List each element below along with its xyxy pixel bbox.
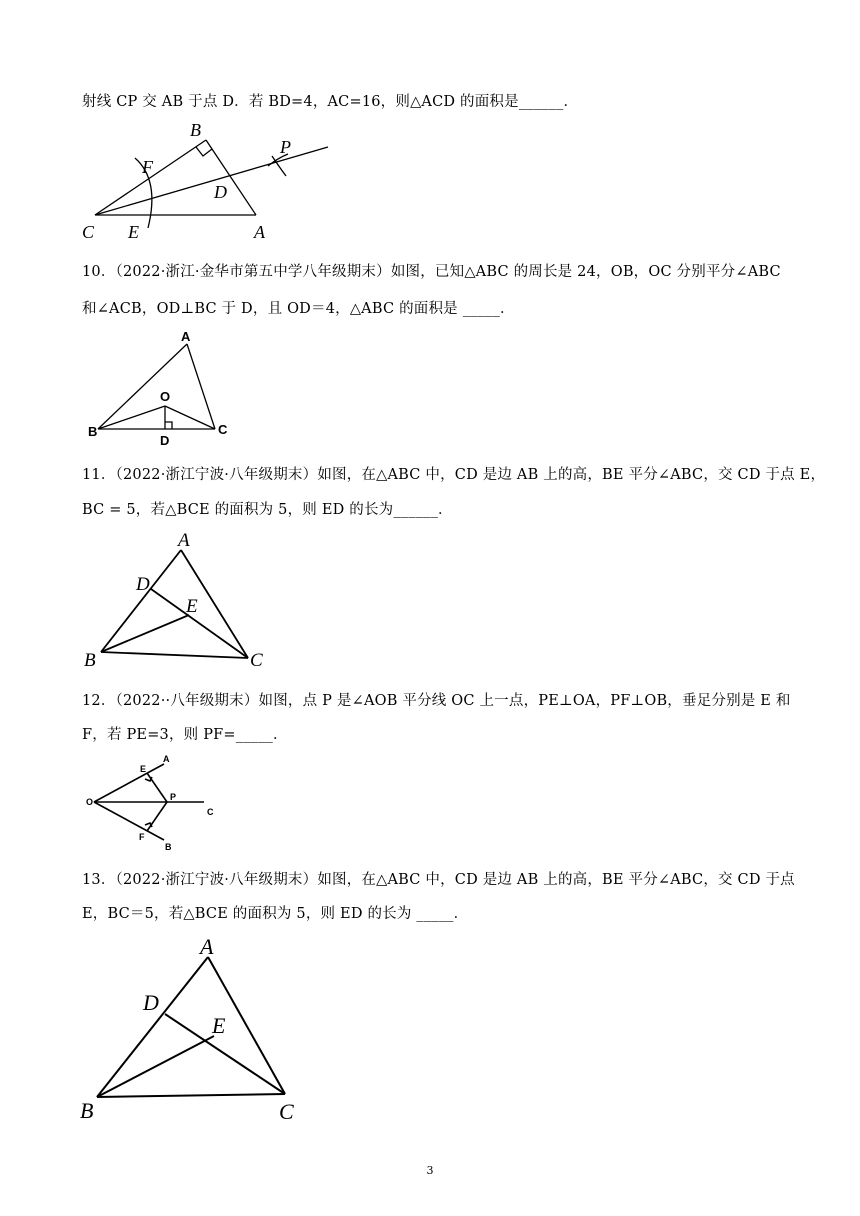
label-A: A [163, 754, 170, 764]
problem12-line2: F，若 PE=3，则 PF=_____． [82, 727, 288, 743]
label-E: E [140, 764, 147, 774]
problem12-line1: 12．（2022··八年级期末）如图，点 P 是∠AOB 平分线 OC 上一点，PE⊥OA，PF⊥OB，垂足分别是 E 和 [82, 693, 791, 709]
label-D: D [136, 574, 150, 595]
label-B: B [84, 650, 96, 670]
label-O: O [86, 797, 94, 807]
label-D: D [143, 990, 159, 1015]
label-A: A [200, 934, 214, 959]
page-number: 3 [426, 1164, 434, 1177]
figure-13 [76, 932, 326, 1127]
label-F: F [139, 832, 145, 842]
label-A: A [178, 530, 190, 551]
problem13-line2: E，BC＝5，若△BCE 的面积为 5，则 ED 的长为 _____． [82, 906, 469, 922]
problem9-text: 射线 CP 交 AB 于点 D．若 BD=4，AC=16，则△ACD 的面积是______． [82, 94, 579, 110]
problem11-line2: BC = 5，若△BCE 的面积为 5，则 ED 的长为______． [82, 502, 453, 518]
label-A: A [254, 222, 265, 242]
label-E: E [128, 222, 139, 242]
label-P: P [170, 792, 177, 802]
label-D: D [214, 182, 227, 202]
label-O: O [160, 389, 171, 404]
label-B: B [88, 424, 98, 439]
label-E: E [212, 1013, 226, 1038]
label-C: C [279, 1099, 294, 1124]
label-D: D [160, 433, 170, 448]
figure-9 [80, 120, 340, 245]
problem11-line1: 11．（2022·浙江宁波·八年级期末）如图，在△ABC 中，CD 是边 AB 上的高，BE 平分∠ABC，交 CD 于点 E， [82, 467, 826, 483]
label-B: B [80, 1098, 94, 1123]
figure-10 [84, 324, 244, 448]
label-C: C [250, 650, 263, 670]
label-B: B [165, 842, 172, 852]
label-A: A [181, 329, 191, 344]
label-C: C [82, 222, 95, 242]
problem10-line1: 10．（2022·浙江·金华市第五中学八年级期末）如图，已知△ABC 的周长是 24，OB，OC 分别平分∠ABC [82, 264, 781, 280]
label-E: E [186, 596, 198, 617]
label-C: C [218, 422, 228, 437]
figure-12 [84, 752, 224, 852]
problem10-line2: 和∠ACB，OD⊥BC 于 D，且 OD＝4，△ABC 的面积是 _____． [82, 301, 515, 317]
label-F: F [142, 157, 153, 177]
label-P: P [280, 137, 291, 157]
figure-11 [80, 528, 280, 670]
problem13-line1: 13．（2022·浙江宁波·八年级期末）如图，在△ABC 中，CD 是边 AB 上的高，BE 平分∠ABC，交 CD 于点 [82, 872, 795, 888]
label-C: C [207, 807, 214, 817]
label-B: B [190, 120, 201, 140]
